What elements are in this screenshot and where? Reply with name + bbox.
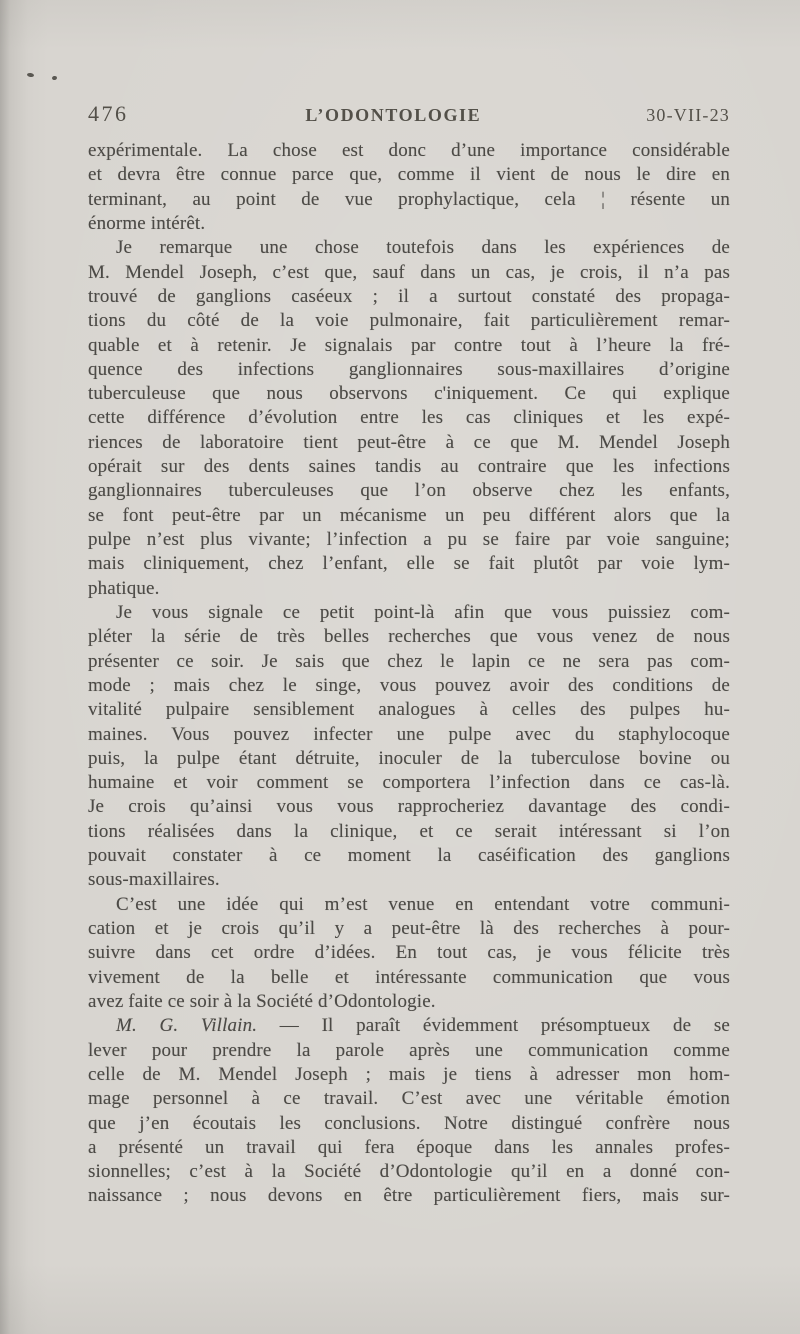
text-line: quable et à retenir. Je signalais par contre tout à l’heure la fré- [88,334,730,356]
text-line: maines. Vous pouvez infecter une pulpe avec du staphylocoque [88,723,730,745]
page-number: 476 [88,101,129,126]
text-line: quence des infections ganglionnaires sous-maxillaires d’origine [88,358,730,380]
text-line: ganglionnaires tuberculeuses que l’on observe chez les enfants, [88,480,730,502]
text-line: cation et je crois qu’il y a peut-être là des recherches à pour- [88,918,730,939]
text-line: phatique. [88,577,160,599]
text-line: terminant, au point de vue prophylactique, cela ¦ résente un [88,188,730,210]
issue-date: 30-VII-23 [646,105,730,125]
text-line: sous-maxillaires. [88,869,220,891]
text-line: sionnelles; c’est à la Société d’Odontologie qu’il en a donné con- [88,1161,730,1183]
text-line: C’est une idée qui m’est venue en entendant votre communi- [116,893,730,915]
text-line: celle de M. Mendel Joseph ; mais je tiens à adresser mon hom- [88,1063,730,1085]
text-block [88,139,730,1209]
text-line: mage personnel à ce travail. C’est avec une véritable émotion [88,1088,730,1110]
text-line: a présenté un travail qui fera époque dans les annales profes- [88,1136,730,1158]
text-line: tuberculeuse que nous observons c'iniquement. Ce qui explique [88,383,730,405]
speaker-name: M. G. Villain. [116,1015,258,1037]
ink-speck [27,73,34,78]
text-line: mais cliniquement, chez l’enfant, elle se fait plutôt par voie lym- [88,553,730,575]
text-line: naissance ; nous devons en être particulièrement fiers, mais sur- [88,1185,730,1207]
text-line: trouvé de ganglions caséeux ; il a surtout constaté des propaga- [88,285,730,307]
text-line: présenter ce soir. Je sais que chez le lapin ce ne sera pas com- [88,650,730,672]
text-line: que j’en écoutais les conclusions. Notre distingué confrère nous [88,1112,730,1134]
text-line: Je vous signale ce petit point-là afin que vous puissiez com- [116,601,730,623]
page-header [88,101,730,127]
text-line: et devra être connue parce que, comme il vient de nous le dire en [88,164,730,186]
journal-title: L’ODONTOLOGIE [305,105,482,125]
text-line: cette différence d’évolution entre les cas cliniques et les expé- [88,407,730,429]
text-line: M. G. Villain. — Il paraît évidemment présomptueux de se [116,1015,730,1037]
text-line: expérimentale. La chose est donc d’une importance considérable [88,140,730,161]
text-line: mode ; mais chez le singe, vous pouvez avoir des conditions de [88,674,730,696]
text-line: opérait sur des dents saines tandis au contraire que les infections [88,456,730,478]
text-line: suivre dans cet ordre d’idées. En tout cas, je vous félicite très [88,942,730,964]
text-line: tions réalisées dans la clinique, et ce serait intéressant si l’on [88,820,730,842]
text-line: pouvait constater à ce moment la caséification des ganglions [88,845,730,867]
text-line: humaine et voir comment se comportera l’infection dans ce cas-là. [88,772,730,794]
text-line: tions du côté de la voie pulmonaire, fait particulièrement remar- [88,310,730,332]
text-line: se font peut-être par un mécanisme un peu différent alors que la [88,504,730,526]
text-line: pulpe n’est plus vivante; l’infection a pu se faire par voie sanguine; [88,529,730,550]
ink-speck [52,76,58,81]
text-line: Je crois qu’ainsi vous vous rapprocheriez davantage des condi- [88,796,730,818]
text-line: avez faite ce soir à la Société d’Odontologie. [88,990,436,1012]
text-line: lever pour prendre la parole après une communication comme [88,1039,730,1061]
text-line: riences de laboratoire tient peut-être à ce que M. Mendel Joseph [88,431,730,453]
text-line: vitalité pulpaire sensiblement analogues à celles des pulpes hu- [88,699,730,721]
text-line: pléter la série de très belles recherches que vous venez de nous [88,626,730,648]
text-line: vivement de la belle et intéressante communication que vous [88,966,730,988]
text-line: énorme intérêt. [88,212,206,234]
text-line: puis, la pulpe étant détruite, inoculer de la tuberculose bovine ou [88,747,730,769]
text-line: M. Mendel Joseph, c’est que, sauf dans un cas, je crois, il n’a pas [88,261,730,283]
text-line: Je remarque une chose toutefois dans les expériences de [116,237,730,259]
